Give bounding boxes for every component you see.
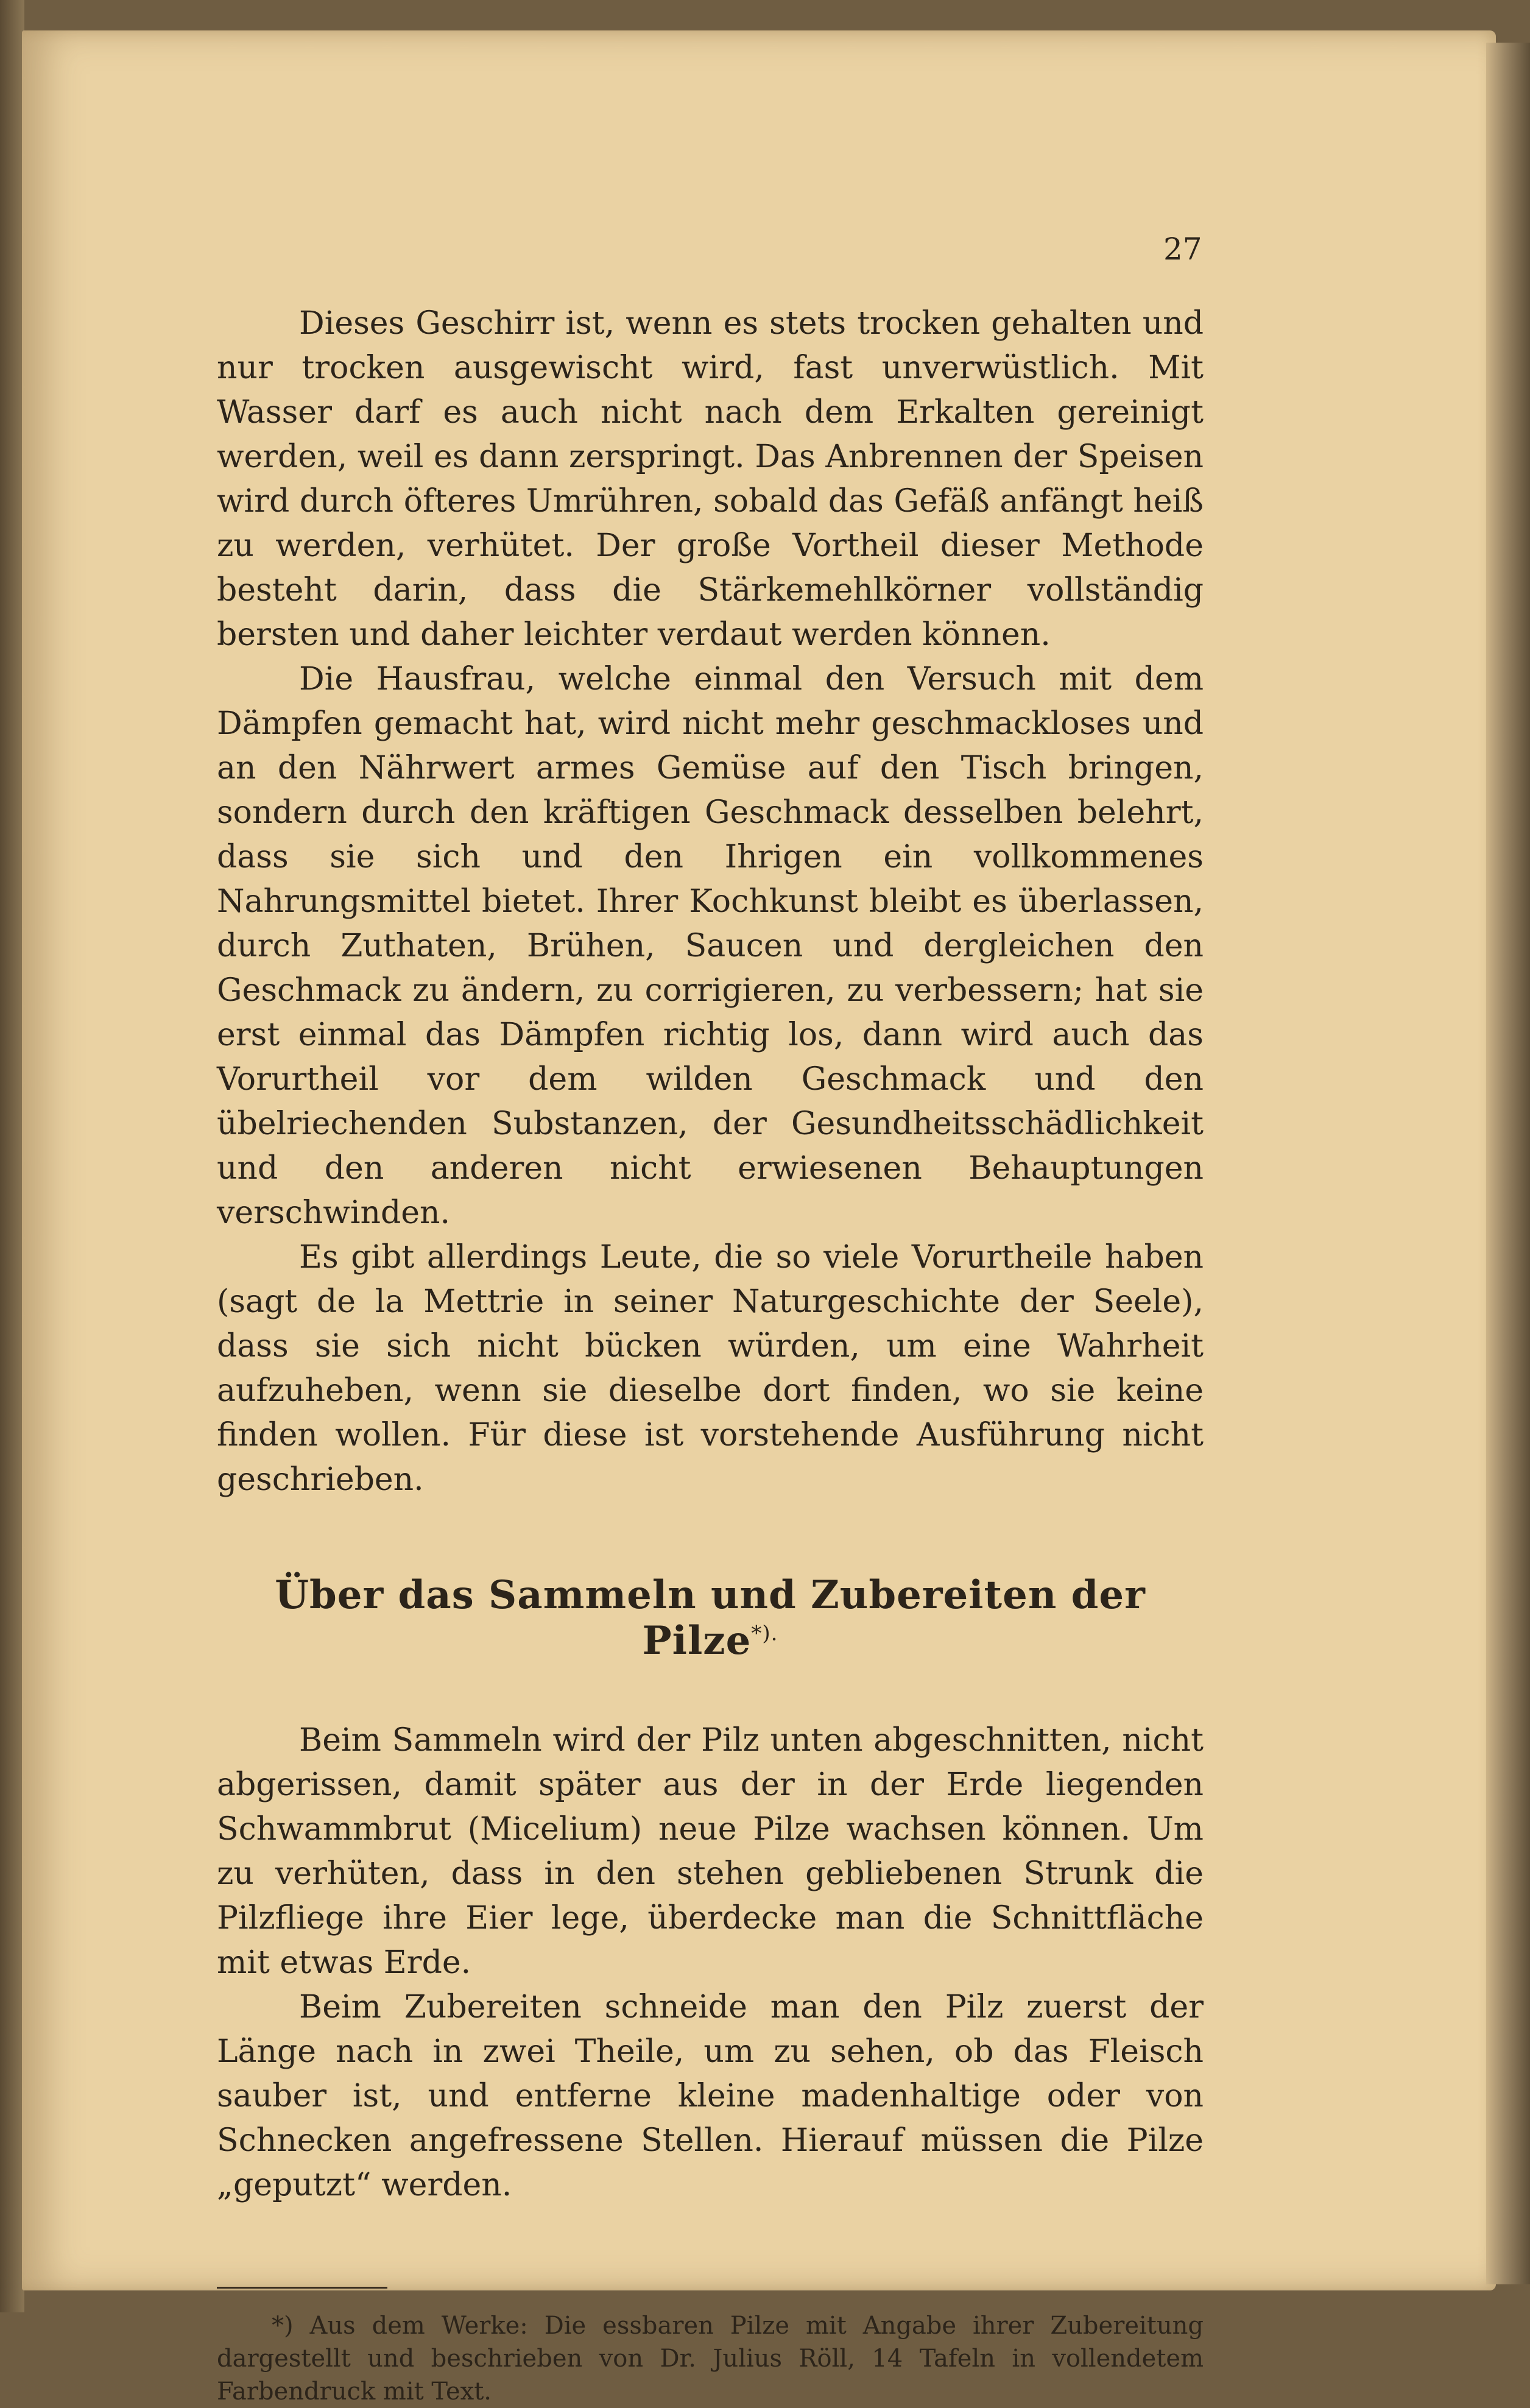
section-paragraph-1: Beim Sammeln wird der Pilz unten abgeschnitten, nicht abgerissen, damit später aus der in der Erde liegenden Schwammbrut (Micelium) neue Pilze wachsen können. Um zu verhüten, dass in den stehen gebliebenen Strunk die Pilzfliege ihre Eier lege, überdecke man die Schnittfläche mit etwas Erde. (217, 1722, 1204, 1981)
section-paragraph-2: Beim Zubereiten schneide man den Pilz zuerst der Länge nach in zwei Theile, um zu sehen, ob das Fleisch sauber ist, und entferne kleine madenhaltige oder von Schnecken angefressene Stellen. Hierauf müssen die Pilze „geputzt“ werden. (217, 1989, 1204, 2203)
page-edge (1486, 43, 1530, 2284)
page-body (217, 195, 1204, 2408)
footnote: *) Aus dem Werke: Die essbaren Pilze mit Angabe ihrer Zubereitung dargestellt und beschrieben von Dr. Julius Röll, 14 Tafeln in vollendetem Farbendruck mit Text. (217, 2312, 1204, 2406)
footnote-divider (217, 2287, 387, 2289)
paragraph-3: Es gibt allerdings Leute, die so viele Vorurtheile haben (sagt de la Mettrie in seiner Naturgeschichte der Seele), dass sie sich nicht bücken würden, um eine Wahrheit aufzuheben, wenn sie dieselbe dort finden, wo sie keine finden wollen. Für diese ist vorstehende Ausführung nicht geschrieben. (217, 1239, 1204, 1498)
section-heading-text: Über das Sammeln und Zubereiten der Pilze (275, 1572, 1146, 1664)
footnote-marker: *). (751, 1621, 778, 1646)
paragraph-2: Die Hausfrau, welche einmal den Versuch mit dem Dämpfen gemacht hat, wird nicht mehr geschmackloses und an den Nährwert armes Gemüse auf den Tisch bringen, sondern durch den kräftigen Geschmack desselben belehrt, dass sie sich und den Ihrigen ein vollkommenes Nahrungsmittel bietet. Ihrer Kochkunst bleibt es überlassen, durch Zuthaten, Brühen, Saucen und dergleichen den Geschmack zu ändern, zu corrigieren, zu verbessern; hat sie erst einmal das Dämpfen richtig los, dann wird auch das Vorurtheil vor dem wilden Geschmack und den übelriechenden Substanzen, der Gesundheitsschädlichkeit und den anderen nicht erwiesenen Behauptungen verschwinden. (217, 661, 1204, 1231)
paragraph-1: Dieses Geschirr ist, wenn es stets trocken gehalten und nur trocken ausgewischt wird, fast unverwüstlich. Mit Wasser darf es auch nicht nach dem Erkalten gereinigt werden, weil es dann zerspringt. Das Anbrennen der Speisen wird durch öfteres Umrühren, sobald das Gefäß anfängt heiß zu werden, verhütet. Der große Vortheil dieser Methode besteht darin, dass die Stärkemehlkörner vollständig bersten und daher leichter verdaut werden können. (217, 305, 1204, 653)
book-gutter (0, 0, 24, 2312)
section-heading (217, 1572, 1204, 1664)
page-number: 27 (1163, 231, 1202, 267)
